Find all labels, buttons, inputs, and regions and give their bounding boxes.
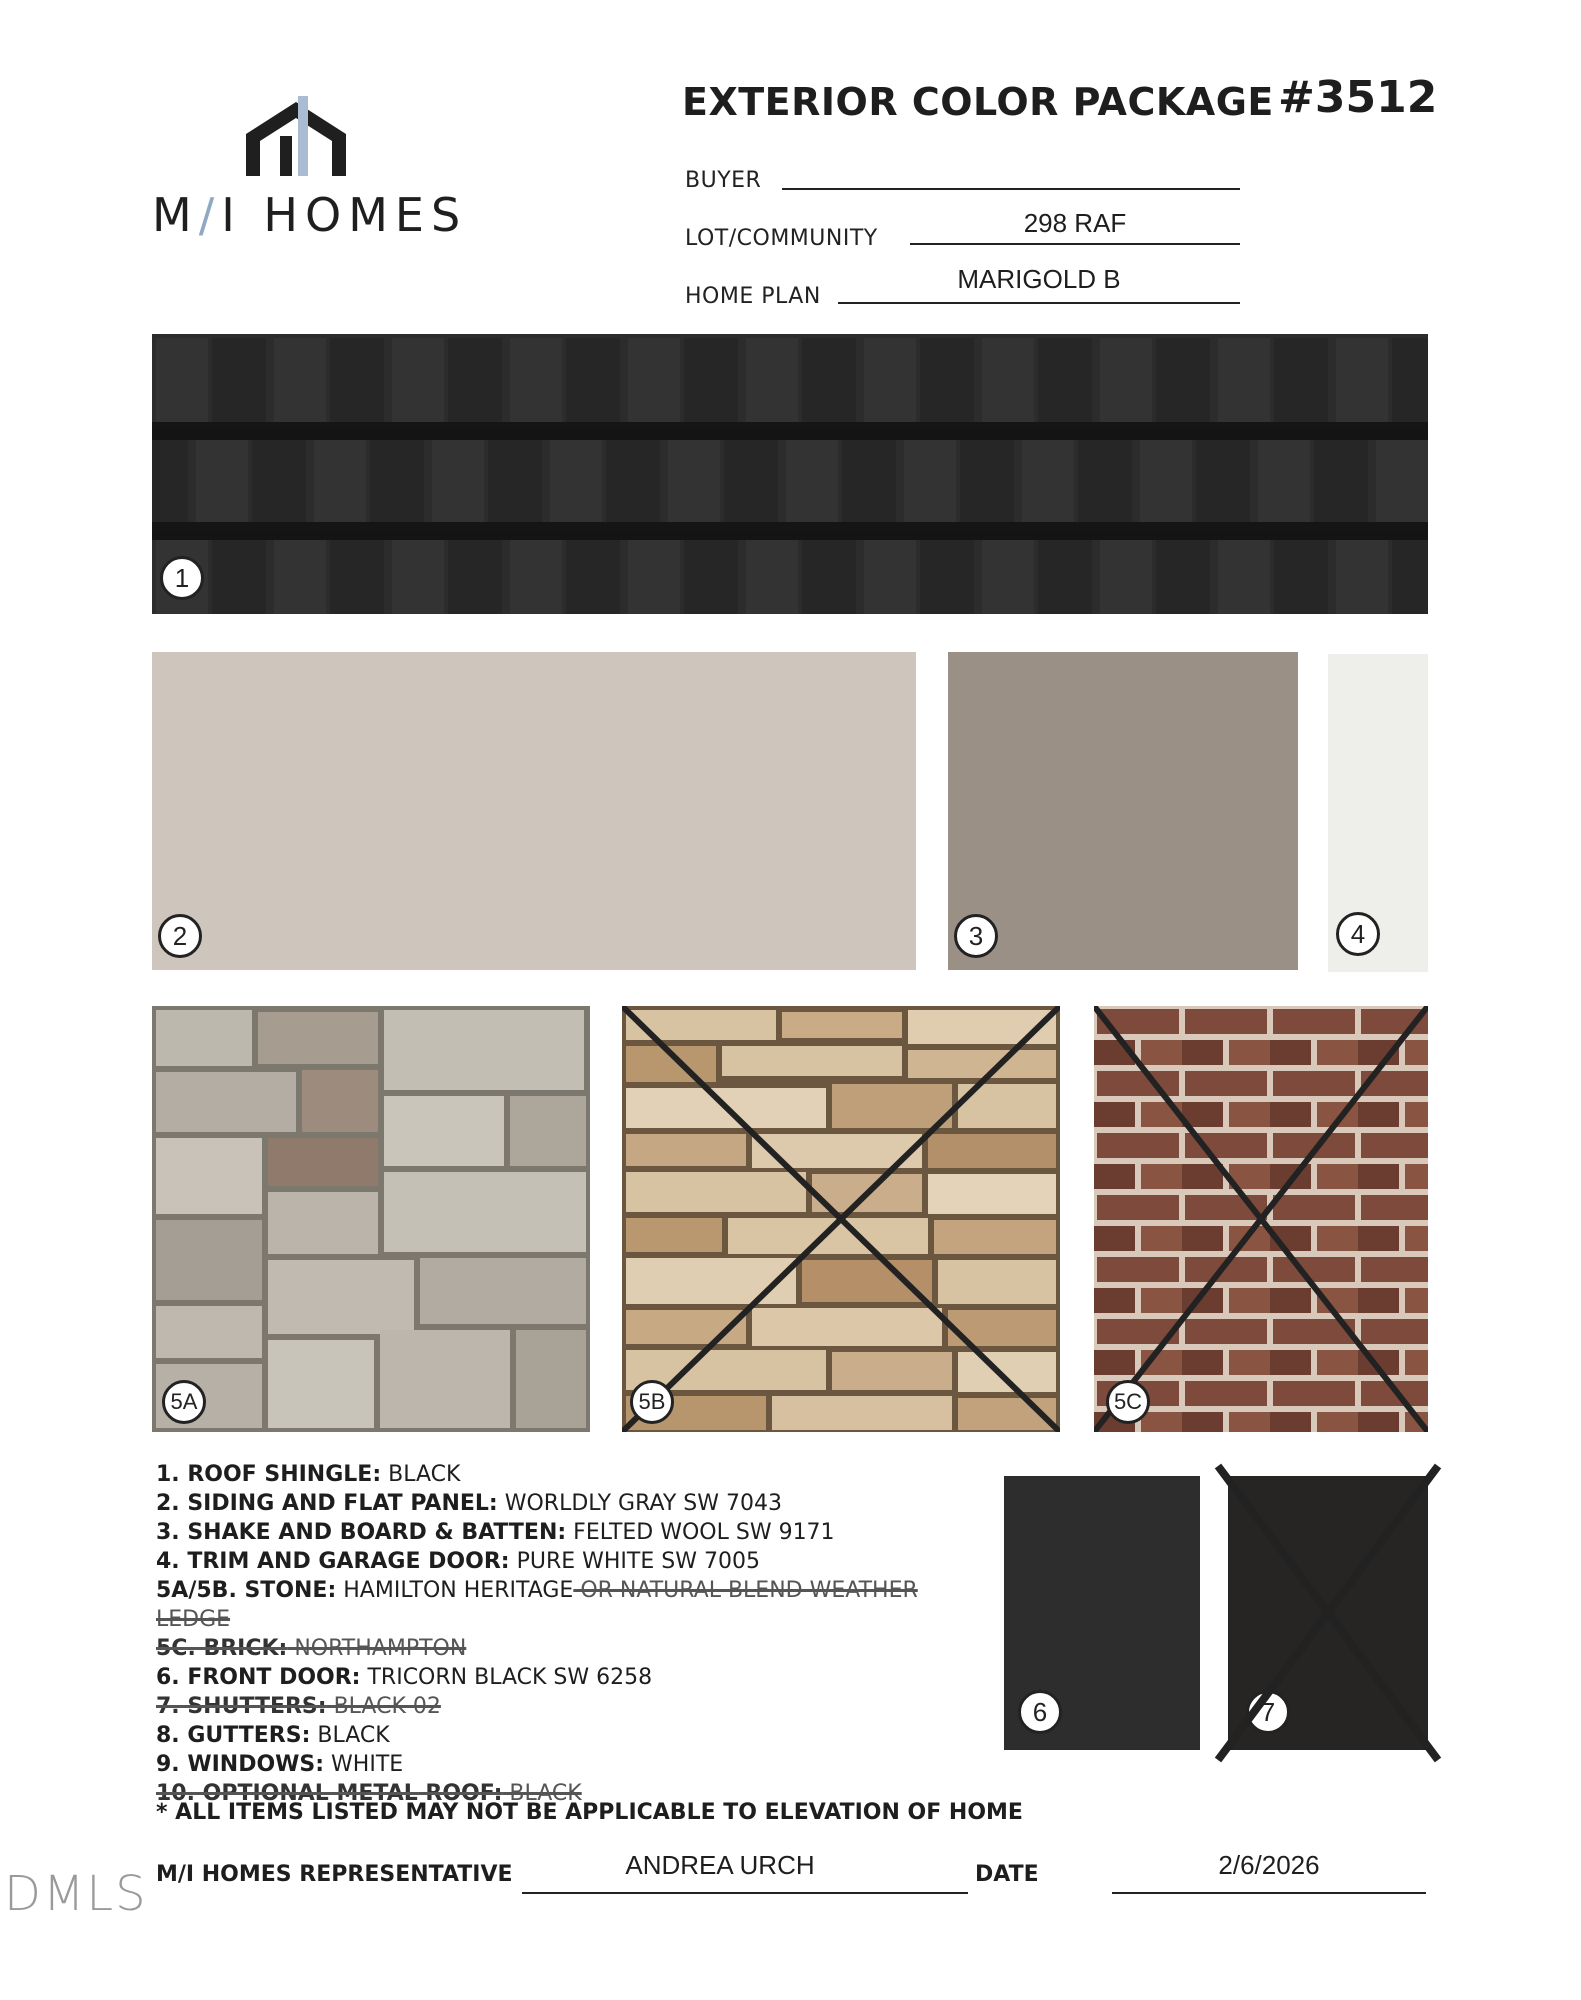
- spec-struck-label: 5C. BRICK:: [156, 1636, 288, 1661]
- spec-value: TRICORN BLACK SW 6258: [360, 1665, 653, 1690]
- buyer-label: BUYER: [685, 168, 762, 193]
- date-label: DATE: [975, 1862, 1039, 1887]
- spec-value: WORLDLY GRAY SW 7043: [497, 1491, 782, 1516]
- swatch-front-door: [1004, 1476, 1200, 1750]
- spec-row: [156, 1520, 835, 1545]
- spec-label: 3. SHAKE AND BOARD & BATTEN:: [156, 1520, 567, 1545]
- spec-label: 8. GUTTERS:: [156, 1723, 311, 1748]
- spec-struck-text: [156, 1694, 441, 1719]
- spec-row: [156, 1462, 460, 1487]
- spec-row: [156, 1723, 390, 1748]
- badge-4: 4: [1336, 912, 1380, 956]
- date-line: [1112, 1892, 1426, 1894]
- spec-label: 1. ROOF SHINGLE:: [156, 1462, 382, 1487]
- spec-row: [156, 1665, 652, 1690]
- spec-row: [156, 1694, 441, 1719]
- swatch-brick-5c: [1094, 1006, 1428, 1432]
- applicability-note: * ALL ITEMS LISTED MAY NOT BE APPLICABLE TO ELEVATION OF HOME: [156, 1800, 1023, 1825]
- badge-5a: 5A: [162, 1380, 206, 1424]
- spec-row: [156, 1549, 760, 1574]
- representative-line: [522, 1892, 968, 1894]
- spec-row: [156, 1578, 918, 1603]
- swatch-siding: [152, 652, 916, 970]
- brand-logo-text: M/I HOMES: [152, 188, 468, 242]
- dmls-watermark: DMLS: [4, 1866, 148, 1922]
- lot-community-label: LOT/COMMUNITY: [685, 226, 878, 251]
- spec-row: [156, 1752, 403, 1777]
- spec-struck-label: 10. OPTIONAL METAL ROOF:: [156, 1781, 503, 1806]
- spec-label: 4. TRIM AND GARAGE DOOR:: [156, 1549, 510, 1574]
- spec-label: 5A/5B. STONE:: [156, 1578, 337, 1603]
- spec-struck-value: BLACK: [502, 1781, 582, 1806]
- swatch-shake: [948, 652, 1298, 970]
- representative-value[interactable]: ANDREA URCH: [625, 1850, 815, 1880]
- spec-struck-value: LEDGE: [156, 1607, 231, 1632]
- badge-2: 2: [158, 914, 202, 958]
- spec-row: [156, 1491, 782, 1516]
- spec-value: FELTED WOOL SW 9171: [566, 1520, 835, 1545]
- spec-label: 6. FRONT DOOR:: [156, 1665, 361, 1690]
- spec-struck-value: NORTHAMPTON: [287, 1636, 467, 1661]
- cross-out-5c: [1094, 1006, 1428, 1432]
- lot-community-line: [910, 243, 1240, 245]
- spec-struck-value: OR NATURAL BLEND WEATHER: [573, 1578, 918, 1603]
- spec-struck-text: [156, 1636, 466, 1661]
- page-title: EXTERIOR COLOR PACKAGE: [682, 80, 1274, 124]
- cross-out-5b: [622, 1006, 1060, 1432]
- swatch-trim: [1328, 654, 1428, 972]
- spec-struck-value: BLACK 02: [326, 1694, 441, 1719]
- swatch-roof-shingle: [152, 334, 1428, 614]
- badge-7: 7: [1246, 1690, 1290, 1734]
- spec-label: 9. WINDOWS:: [156, 1752, 325, 1777]
- spec-value: HAMILTON HERITAGE: [336, 1578, 574, 1603]
- stone-texture-5a: [152, 1006, 590, 1432]
- spec-struck-text: [156, 1607, 230, 1632]
- lot-community-value[interactable]: 298 RAF: [1023, 208, 1127, 238]
- swatch-stone-5b: [622, 1006, 1060, 1432]
- spec-value: WHITE: [324, 1752, 404, 1777]
- spec-value: BLACK: [310, 1723, 390, 1748]
- badge-1: 1: [160, 556, 204, 600]
- home-plan-label: HOME PLAN: [685, 284, 821, 309]
- brand-logo-icon: [244, 96, 348, 176]
- spec-row: [156, 1607, 230, 1632]
- badge-6: 6: [1018, 1690, 1062, 1734]
- swatch-stone-5a: [152, 1006, 590, 1432]
- representative-label: M/I HOMES REPRESENTATIVE: [156, 1862, 513, 1887]
- badge-3: 3: [954, 914, 998, 958]
- buyer-line: [782, 188, 1240, 190]
- cross-out-7: [1212, 1460, 1444, 1766]
- home-plan-value[interactable]: MARIGOLD B: [957, 264, 1121, 294]
- spec-label: 2. SIDING AND FLAT PANEL:: [156, 1491, 498, 1516]
- badge-5c: 5C: [1106, 1380, 1150, 1424]
- spec-struck-text: [573, 1578, 917, 1603]
- package-number: #3512: [1278, 72, 1438, 123]
- home-plan-line: [838, 302, 1240, 304]
- date-value[interactable]: 2/6/2026: [1218, 1850, 1320, 1880]
- spec-struck-label: 7. SHUTTERS:: [156, 1694, 327, 1719]
- badge-5b: 5B: [630, 1380, 674, 1424]
- spec-value: PURE WHITE SW 7005: [509, 1549, 760, 1574]
- spec-row: [156, 1636, 466, 1661]
- spec-value: BLACK: [381, 1462, 461, 1487]
- shingle-texture: [152, 334, 1428, 614]
